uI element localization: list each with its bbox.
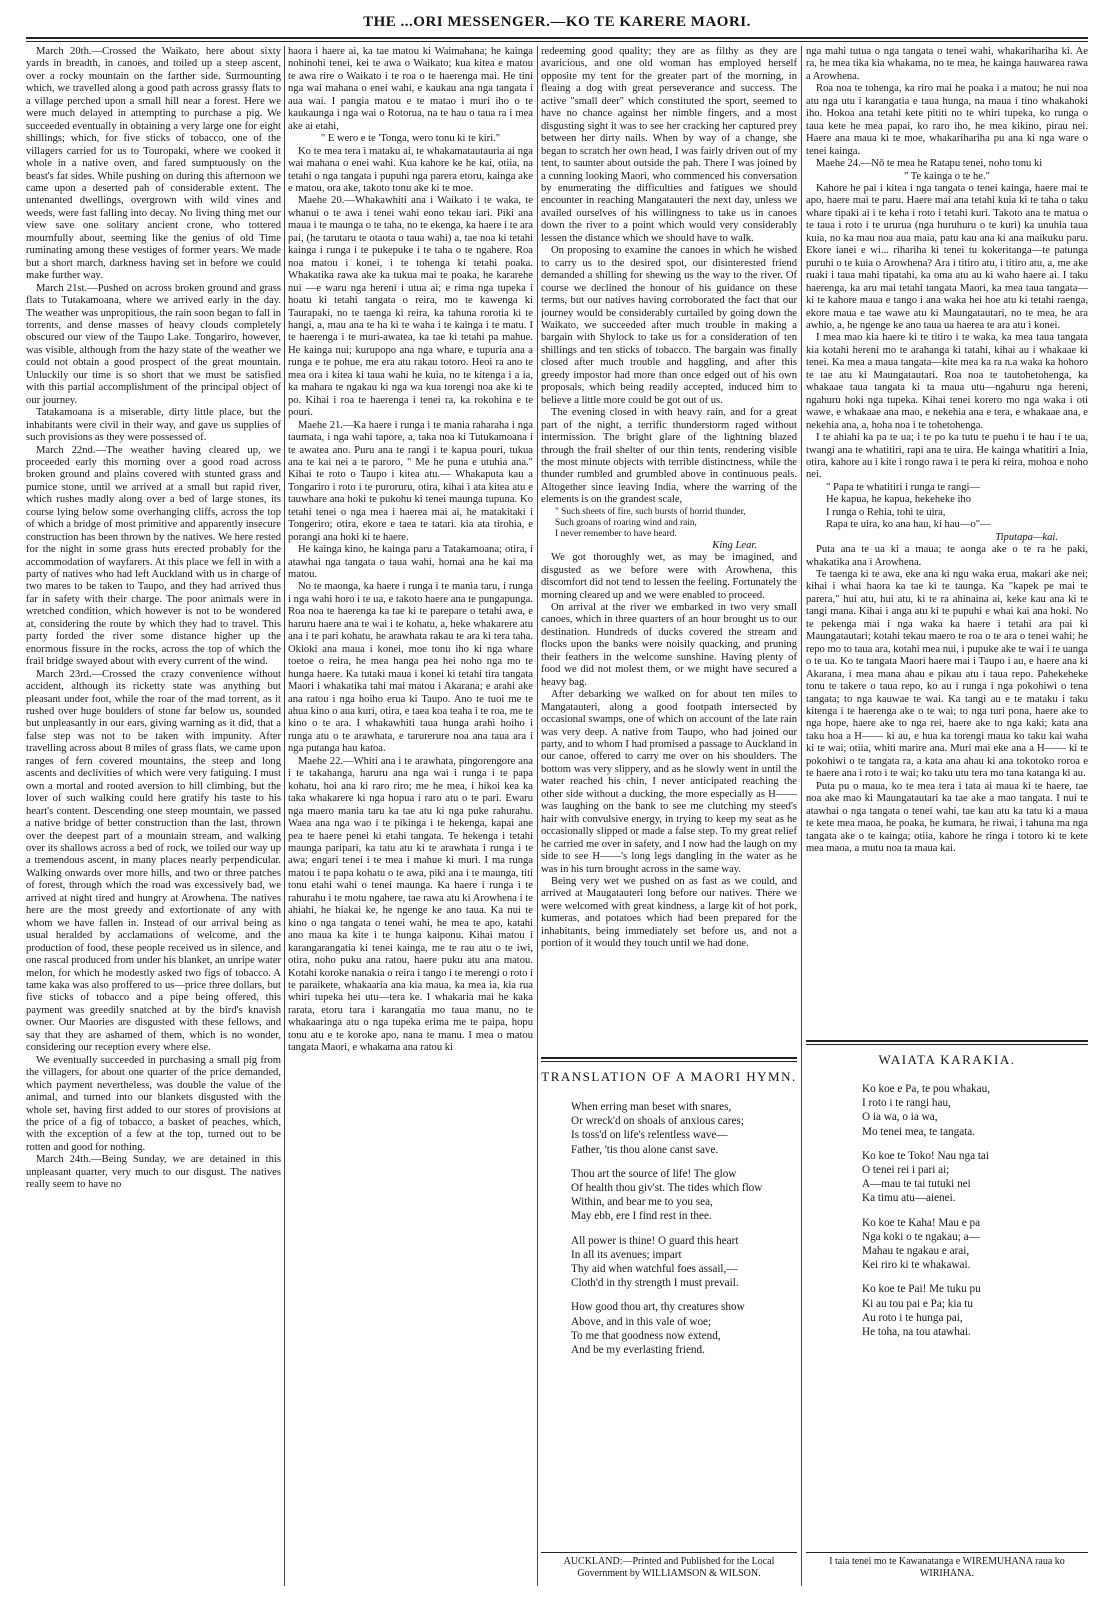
paragraph: He kainga kino, he kainga paru a Tatakamoana; otira, i atawhai nga tangata o taua wahi, homai ana he kai ma matou.: [288, 544, 533, 581]
waiata-rule-top: [806, 1040, 1088, 1042]
column-maori-1: [288, 46, 533, 1586]
paragraph: March 23rd.—Crossed the crazy convenience without accident, although its ricketty state was anything but pleasant under foot, while the roar of the mad torrent, as it rushed over huge boulders of stone far below us, sounded but unpleasantly in our ears, giving warning as it did, that a false step was not to be taken with impunity. After travelling across about 8 miles of grass flats, we came upon ranges of fern covered mountains, the steep and long ascents and declivities of which were very fatiguing. I must own a mortal and rooted aversion to hill climbing, but the lover of such walking could here gratify his taste to his heart's content. Descending one steep mountain, we passed a native bridge of better construction than the last, thrown over the deepest part of a mountain stream, and walking over its shallows across a bed of rock, we toiled our way up a tremendous ascent, in many places nearly perpendicular. Walking onwards over more hills, and two or three patches of forest, through which the road was excessively bad, we arrived at night tired and hungry at Arowhena. The natives here are the most greedy and extortionate of any with whom we have fallen in. Instead of our arrival being as usual heralded by acclamations of welcome, and the production of food, these people received us in silence, and one rascal produced from under his blanket, an unripe water melon, for which he modestly asked two figs of tobacco. A tame kaka was also proffered to us—price three dollars, but five sticks of tobacco and a pipe being offered, this payment was greedily snatched at by the bird's knavish owner. Our Maories are disgusted with these fellows, and say that they are ashamed of them, which is no wonder, considering our reception every where else.: [26, 668, 281, 1054]
hymn-rule-top: [541, 1057, 797, 1059]
hymn-line: Or wreck'd on shoals of anxious cares;: [571, 1115, 744, 1128]
paragraph: I te ahiahi ka pa te ua; i te po ka tutu te puehu i te hau i te ua, twangi ana te whatitiri, rapi ana te uira. He kainga whatitiri a Inia, otira, kahore au i kite i rongo rawa i te pera ki reira, mohoa e noho nei.: [806, 432, 1088, 481]
hymn-line: And be my everlasting friend.: [571, 1344, 705, 1357]
stanza: [862, 1082, 1082, 1139]
hymn-line: Is toss'd on life's relentless wave—: [571, 1129, 728, 1142]
hymn-line: I roto i te rangi hau,: [862, 1097, 951, 1110]
hymn-line: May ebb, ere I find rest in thee.: [571, 1210, 712, 1223]
hymn-line: Ko koe te Kaha! Mau e pa: [862, 1216, 981, 1229]
column-maori-2: [806, 46, 1088, 1051]
column-divider: [284, 46, 285, 1586]
paragraph: Roa noa te tohenga, ka riro mai he poaka i a matou; he nui noa atu nga utu i karangatia e taua hunga, na maua i tino whakahoki iho. Hokoa ana tetahi kete pititi no te whiri tupeka, ko runga o taua kete he mea papai, ko raro iho, he mea kikino, pirau nei. Haere ana maua ki te moe, whakarihariha pu ana ki nga ware o tenei kainga.: [806, 83, 1088, 157]
column-divider: [801, 46, 802, 1586]
stanza: [571, 1100, 791, 1157]
verse-line: Rapa te uira, ko ana hau, ki hau—o"—: [826, 519, 991, 531]
hymn-line: Ka timu atu—aienei.: [862, 1192, 956, 1205]
hymn-line: Within, and bear me to you sea,: [571, 1196, 713, 1209]
paragraph: nga mahi tutua o nga tangata o tenei wahi, whakarihariha ki. Ae ra, he mea tika kia whakama, no te mea, he kainga hauwarea rawa a Arowhena.: [806, 46, 1088, 82]
footer-rule: [806, 1552, 1088, 1553]
quote-line: Such groans of roaring wind and rain,: [555, 517, 697, 528]
paragraph: I mea mao kia haere ki te titiro i te waka, ka mea taua tangata kia kotahi hereni mo te arahanga ki tatahi, kihai au i whakaae ki tenei. Ka mea a maua tangata—kite mea ka ra n.a waka ka hohoro te tae atu ki Maungatautari. Roa noa te tautohetohenga, ka whakaae taua tangata ki ta maua utu—ngahuru nga hereni, ngahuru hoki nga tupeka. Kihai tenei korero mo nga waka i oti wawe, e whakaae ana mao, e nekehia ana e tera, e whakaae ana, e nekehia ana, a, hoha noa i te tohetohenga.: [806, 332, 1088, 431]
quote: " E wero e te 'Tonga, wero tonu ki te kiri.": [320, 133, 501, 145]
paragraph: March 21st.—Pushed on across broken ground and grass flats to Tutakamoana, where we arrived early in the day. The weather was unpropitious, the rain soon began to fall in torrents, and dense masses of heavy clouds completely obscured our view of the Taupo Lake. Tongariro, however, was visible, although from the hazy state of the weather we could not obtain a good prospect of the great mountain. Unluckily our time is so short that we must be satisfied with this partial accomplishment of the principal object of our journey.: [26, 282, 281, 406]
paragraph: Kahore he pai i kitea i nga tangata o tenei kainga, haere mai te apo, haere mai te paru. Haere mai ana tetahi kuia ki te taha o taku whare tipaki ai i te keha i roto i tetahi kuri. Takoto ana te matua o te taua i roto i te ururua (nga huruhuru o te kuri) ka unuhia taua kuia, no ka mau noa aua maia, patu kau ana ki ana maikuku paru. Ekore ianei e wi... rihariha ki tenei tu kokeritanga—te patunga puruhi o te kuia o Arowhena? Ara i titiro atu, i titiro atu, a, me ake ruaki i taua mahi tipatahi, ka oma atu au ki waho haere ai. I taku haerenga, ka aru mai tetahi tangata Maori, ka mea taua tangata—ki te kahore maua e tango i ana waka hei hoe atu ki tetahi raenga, ekore maua e tae wawe atu ki Maungatautari, no te mea, he ara awhio, a, he ngenge ke ano taua ua haerea te ara atu i konei.: [806, 182, 1088, 331]
stanza: [571, 1234, 791, 1291]
hymn-line: Kei riro ki te whakawai.: [862, 1259, 971, 1272]
paragraph: After debarking we walked on for about ten miles to Mangatauteri, along a good footpath intersected by occasional swamps, one of which on account of the late rain was very deep. A native from Taupo, who had joined our party, and to whom I had promised a passage to Auckland in our canoe, offered to carry me over on his shoulders. The bottom was very slippery, and as he slowly went in until the water reached his chin, I never anticipated reaching the other side without a ducking, the more especially as H—— was laughing on the bank to see me clutching my steed's hair with convulsive energy, in trying to keep my seat as he occasionally slipped or made a false step. To my great relief he carried me over in safety, and I now had the laugh on my side to see H——'s long legs dangling in the water as he was in his turn brought across in the same way.: [541, 689, 797, 875]
hymn-line: Ko koe e Pa, te pou whakau,: [862, 1083, 991, 1095]
hymn-line: A—mau te tai tutuki nei: [862, 1178, 971, 1191]
hymn-line: Ko koe te Toko! Nau nga tai: [862, 1149, 990, 1162]
hymn-rule-top-thin: [541, 1061, 797, 1062]
paragraph: March 20th.—Crossed the Waikato, here about sixty yards in breadth, in canoes, and toiled up a steep ascent, over a rocky mountain on the farther side. Surmounting which, we travelled along a good path across grassy flats to a village perched upon a small hill near a forest. Here we were much delayed in attempting to purchase a pig. We succeeded eventually in obtaining a very large one for eight shillings; which, for five sticks of tobacco, one of the villagers carried for us to Touropaki, where we cooked it whole in a native oven, and fared sumptuously on the beast's fat sides. While pushing on during this afternoon we came upon a deserted pah of considerable extent. The untenanted dwellings, overgrown with wild vines and weeds, were fast falling into decay. No living thing met our view save one solitary ancient crone, who tottered mournfully about, seeming like the genius of old Time ruminating among these vestiges of former years. We made but a short march, darkness having set in before we could make further way.: [26, 46, 281, 282]
hymn-line: O tenei rei i pari ai;: [862, 1164, 950, 1177]
quote-line: " Such sheets of fire, such bursts of horrid thunder,: [555, 506, 746, 517]
hymn-line: He toha, na tou atawhai.: [862, 1326, 971, 1339]
hymn-line: Of health thou giv'st. The tides which flow: [571, 1182, 763, 1195]
verse-line: He kapua, he kapua, hekeheke iho: [826, 494, 972, 506]
hymn-line: Mo tenei mea, te tangata.: [862, 1125, 976, 1138]
paragraph: March 22nd.—The weather having cleared up, we proceeded early this morning over a good road across broken ground and plains covered with stunted grass and pumice stone, until we arrived at a small but rapid river, which rushes madly along over a bed of large stones, its course lying below some overhanging cliffs, across the top of which a bridge of most primitive and apparently insecure construction has been thrown by the natives. We here rested for the night in some grass huts erected probably for the accommodation of wayfarers. At this place we fell in with a party of natives who had left Auckland with us in charge of two mares to be taken to Taupo, and they had arrived thus far in safety with their charge. The poor animals were in wretched condition, which however is not to be wondered at, considering the route by which they had to travel. This party forded the river some distance higher up the enormous fissure in the rocks, across the top of which the frail bridge swayed about with every current of the wind.: [26, 444, 281, 668]
paragraph: Maehe 24.—Nǒ te mea he Ratapu tenei, noho tonu ki: [816, 158, 1043, 170]
hymn-line: Nga koki o te ngakau; a—: [862, 1230, 980, 1243]
paragraph: Tatakamoana is a miserable, dirty little place, but the inhabitants were civil in their way, and gave us supplies of such provisions as they were possessed of.: [26, 407, 281, 444]
hymn-line: Ko koe te Pai! Me tuku pu: [862, 1283, 981, 1296]
hymn-title: TRANSLATION OF A MAORI HYMN.: [541, 1069, 797, 1084]
hymn-line: Ki au tou pai e Pa; kia tu: [862, 1297, 973, 1310]
quote: " Te kainga o te he.": [904, 170, 990, 182]
waiata-rule-top-thin: [806, 1044, 1088, 1045]
paragraph: The evening closed in with heavy rain, and for a great part of the night, a terrific thunderstorm raged without intermission. The bright glare of the lightning blazed through the frail shelter of our thin tents, rendering visible the most minute objects with terrible distinctness, while the thunder rumbled and grumbled above in continuous peals. Altogether since leaving India, where the warring of the elements is on the grandest scale,: [541, 407, 797, 506]
hymn-line: Mahau te ngakau e arai,: [862, 1245, 970, 1258]
masthead-rule-thin: [26, 41, 1088, 42]
column-english-1: [26, 46, 281, 1586]
paragraph: Puta pu o maua, ko te mea tera i tata ai maua ki te haere, tae noa ake mao ki Maungatautari ka tae ake a mao tangata. I nui te atawhai o nga tangata o tenei wahi, tae kau atu ka tatu ki a maua te kete mea maoa, he poaka, he kumara, he riwai, i tahuna ma nga tangata ake o te kainga; otiia, kahore he ringa i totoro ki te kete mea maoa, a mutu noa ta maua kai.: [806, 780, 1088, 854]
stanza: [862, 1282, 1082, 1339]
column-english-2: [541, 46, 797, 1051]
stanza: [571, 1167, 791, 1224]
hymn-line: Above, and in this vale of woe;: [571, 1315, 712, 1328]
verse-line: I runga o Rehia, tohi te uira,: [826, 506, 946, 518]
hymn-line: Cloth'd in thy strength I must prevail.: [571, 1277, 739, 1290]
paragraph: Ko te mea tera i mataku ai, te whakamatautauria ai nga wai mahana o enei wahi. Kua kahore ke he kai, otiia, na tetahi o nga tangata i pupuhi nga parera etoru, kainga ake e matou, ora ake, takoto tonu ake ki te moe.: [288, 145, 533, 194]
column-divider: [537, 46, 538, 1586]
paragraph: Maehe 20.—Whakawhiti ana i Waikato i te waka, te whanui o te awa i tenei wahi eono tekau iari. Piki ana maua i te maunga o te taha, no te ekenga, ka haere i te ara pai, (he tarutaru te otaota o taua wahi) a, tae noa ki tetahi kainga i runga i te pukepuke i te taha o te ngahere. Roa noa matou i konei, i te tohenga ki tetahi poaka. Whakatika rawa ake ka tukua mai te poaka, he kararehe nui —e waru nga hereni i utua ai; e rima nga tupeka i hoatu ki tetahi tangata o reira, mo te kawenga ki Taurapaki, no te taenga ki reira, ka tahuna rorotia ki te hangi, a, mau ana te ha ki te waha i te kainga i te matu. I te haerenga i te muri-awatea, ka tae ki tetahi pa mahue. He kainga nui; kurupopo ana nga whare, e tupuria ana a runga e te pohue, me era atu rakau totoro. Heoi ra ano te mea ora i kitea ki taua wahi he kuia, no te kitenga i a ia, ka mahara te ngakau ki nga wa kua torengi noa ake ki te po. Kihai i roa te haerenga i tenei ra, ka rokohina e te pouri.: [288, 195, 533, 419]
stanza: [571, 1300, 791, 1357]
hymn-line: How good thou art, thy creatures show: [571, 1301, 745, 1314]
paragraph: haora i haere ai, ka tae matou ki Waimahana; he kainga nohinohi tenei, kei te awa o Waikato; kua kitea e matou te awa rire o Waikato i te roa o te haerenga mai. He tini nga wai mahana o enei wahi, e kaukau ana nga tangata i aua wai. I pangia matou e te matao i muri iho o te kaukaunga i nga wai o Rotorua, na te hau o taua ra i mea ake ai etahi,: [288, 46, 533, 132]
paragraph: Being very wet we pushed on as fast as we could, and arrived at Maugatauteri long before our natives. There we were welcomed with great kindness, a large kit of hot pork, kumeras, and potatoes which had been prepared for the inhabitants, being immediately set before us, and not a portion of it would they touch until we had done.: [541, 876, 797, 950]
verse-attribution: Tiputapa—kai.: [995, 531, 1058, 543]
imprint-maori: I taia tenei mo te Kawanatanga e WIREMUHANA raua ko WIRIHANA.: [829, 1556, 1065, 1579]
paragraph: No te maonga, ka haere i runga i te mania taru, i runga i nga wahi horo i te ua, e takoto haere ana te pungapunga. Roa noa te haerenga ka tae ki te parepare o tetahi awa, e haruru haere ana te wai i te kohatu, a, heke whakarere atu ana i te pari kohatu, he arawhata rakau te ara ki tera taha. Okioki ana maua i konei, moe tonu iho ki nga whare toetoe o reira, he mea hanga pea hei noho nga mo te hunga haere. Ka tutaki maua i konei ki tetahi tira tangata Maori i whakatika tahi mai matou i Akarana; e arahi ake ana ratou i nga hoiho erua ki Taupo. Ano te tuoi me te ahua kino o aua kuri, otira, e taea koa teaha i te roa, me te kino o te ara. I whakawhiti taua hunga arahi hoiho i runga atu o te arawhata, e tarurerure noa ana taua ara i nga putanga hau katoa.: [288, 581, 533, 755]
paragraph: March 24th.—Being Sunday, we are detained in this unpleasant quarter, very much to our disgust. The natives really seem to have no: [26, 1154, 281, 1191]
stanza: [862, 1216, 1082, 1273]
paragraph: Puta ana te ua ki a maua; te aonga ake o te ra he paki, whakatika ana i Arowhena.: [806, 544, 1088, 568]
hymn-line: All power is thine! O guard this heart: [571, 1234, 739, 1247]
paragraph: Maehe 21.—Ka haere i runga i te mania raharaha i nga taumata, i nga wahi tapore, a, taka noa ki Tutukamoana i te awatea ano. Puru ana te rangi i te kapua pouri, tukua ana te kai nei a te paroro, " Me he puna e utuhia ana." Kihai te roto o Taupo i kitea atu.— Whakaputa kau a Tongariro i roto i te puroruru, otira, kihai i ata kitea atu e tauwhare ana hoki te pukohu ki tenei maunga tupuna. Ko tetahi tenei o nga mea i haerea mai ai, he matakitaki i Tongeriro; otira, ekore e taea te tatari. kia ata tirohia, e porangi ana hoki ki te haere.: [288, 419, 533, 543]
paragraph: On arrival at the river we embarked in two very small canoes, which in three quarters of an hour brought us to our destination. Hundreds of ducks covered the stream and flocks upon the banks were noisily quacking, and pruning their feathers in the welcome sunshine. Having plenty of food we did not molest them, or we might have secured a heavy bag.: [541, 602, 797, 688]
hymn-line: To me that goodness now extend,: [571, 1329, 721, 1342]
paragraph: Maehe 22.—Whiti ana i te arawhata, pingorengore ana i te takahanga, haruru ana nga wai i runga i te papa kohatu, hoi ana ki raro riro; me he mea, i hikoi kea ka taka whakarere ki nga hopua i raro atu o te pari. Ewaru nga maero mania taru ka tae atu ki nga puke rahurahu. Waea ana nga wao i te pikinga i te hekenga, kapai ane pea te haere penei ki etahi tangata. Te hekenga i tetahi maunga paripari, ka tatu atu ki te arawhata i runga i te awa; engari tenei i te mea i mahue ki muri. I ma runga matou i te papa kohatu o te awa, piki ana i te maunga, titi tonu etahi wahi o tenei maunga. Ka haere i runga i te rahurahu i te motu ngahere, tae rawa atu ki Arowhena i te ahiahi, he hiakai ke, he ngenge ke ano taua. Ka nui te kino o nga tangata o tenei wahi, he mea te apo, katahi ano maua ka kite i te hunga kaiponu. Kihai matou i karangarangatia ki tenei kainga, me te rau atu o te iwi, otira, noho puku ana ratou, haere puku atu ana matou. Kotahi koroke nanakia o reira i tango i te merengi o roto i te paraikete, whakaaria ana kia maua, ka mea ia, kia rua whiri tupeka hei utu—tera ke. I whakaria mai he kaka rarata, etoru tara i karangatia mo taua manu, no te whakaaringa atu o nga tupeka erima me te paipa, hopu tonu atu e te koroke apo, nana te manu. I mea o matou tangata Maori, e whakama ana ratou ki: [288, 755, 533, 1054]
stanza: [862, 1149, 1082, 1206]
quote-attribution: King Lear.: [712, 539, 757, 551]
imprint-english: AUCKLAND:—Printed and Published for the Local Government by WILLIAMSON & WILSON.: [563, 1556, 775, 1579]
hymn-english: [571, 1100, 791, 1367]
paragraph: On proposing to examine the canoes in which he wished to carry us to the desired spot, our disinterested friend demanded a shilling for shewing us the way to the river. Of course we declined the honour of his guidance on these terms, but our natives having corroborated the fact that our journey would be considerably curtailed by going down the Waikato, we succeeded after much trouble in making a bargain with Shylock to take us for a consideration of ten shillings and ten sticks of tobacco. The bargain was finally closed after much trouble and haggling, and after this greedy impostor had more than once edged out of his own proposals, which being readily accepted, induced him to believe a little more could be got out of us.: [541, 245, 797, 406]
paragraph: We eventually succeeded in purchasing a small pig from the villagers, for about one quarter of the price demanded, which payment nevertheless, was double the value of the animal, and turned into our blankets disgusted with the whole set, having first added to our stores of provisions at the price of a fig of tobacco, a basket of peaches, which, with the exception of a few at the top, turned out to be rotten and good for nothing.: [26, 1054, 281, 1153]
masthead-rule-thick: [26, 37, 1088, 39]
quote-line: I never remember to have heard.: [555, 528, 677, 539]
verse-line: " Papa te whatitiri i runga te rangi—: [826, 481, 981, 493]
masthead: THE ...ORI MESSENGER.—KO TE KARERE MAORI.: [363, 14, 751, 30]
hymn-line: O ia wa, o ia wa,: [862, 1111, 938, 1124]
waiata-title: WAIATA KARAKIA.: [878, 1052, 1016, 1067]
paragraph: We got thoroughly wet, as may be imagined, and disgusted as we before were with Arowhena, this discomfort did not tend to lessen the feeling. Fortunately the morning cleared up and we were enabled to proceed.: [541, 552, 797, 601]
hymn-maori: [862, 1082, 1082, 1349]
footer-rule: [541, 1552, 797, 1553]
hymn-line: Thy aid when watchful foes assail,—: [571, 1263, 738, 1276]
hymn-line: Au roto i te hunga pai,: [862, 1311, 963, 1324]
hymn-line: Father, 'tis thou alone canst save.: [571, 1143, 719, 1156]
hymn-line: Thou art the source of life! The glow: [571, 1167, 737, 1180]
paragraph: Te taenga ki te awa, eke ana ki ngu waka erua, makari ake nei; kihai i whai haora ka tae ki te taunga. Ka "kapek pe mai te parera," hui atu, hui atu, ki te ra ahinaina ai, keke kau ana ki te tangi mana. Kihai i anga atu ki te pupuhi e whai kai ana hoki. No te pekenga mai i nga waka ka haere i tetahi ara pai ki Maungatautari; kotahi tekau maero te roa o te ara o tenei wahi; he repo mo to taua ara, kotahi mea nui, i pupuke ake te wai i te uanga o te ua. Ko te tangata Maori haere mai i Taupo i au, e haere ana ki Akarana, i mea mana ahau e pikau atu i taua repo. Pahekeheke tonu te takere o taua repo, ko au i runga i nga pokohiwi o tena tangata; to nga kauwae te wai. Ka tangi au e te mataku i taku kitenga i te haerenga ake o te wai; to nga turi pona, haere ake to nga hope, haere ake to nga rei, haere ake to nga kaki; kata ana taku hoa a H—— ki au, e hua ka torengi maua ko taku kai waha ki te wai; otiia, whiti marire ana. Muri mai eke ana a H—— ki te pokohiwi o te tangata ra, a kata ana ahau ki ana tokotoko roroa e te haere ana i roto i te wai; ko taku utu tera mo tana katanga ki au.: [806, 569, 1088, 780]
hymn-line: In all its avenues; impart: [571, 1248, 682, 1261]
paragraph: redeeming good quality; they are as filthy as they are avaricious, and one old woman has employed herself opposite my tent for the greater part of the morning, in fleaing a dog with great perseverance and success. The active "small deer" which constituted the sport, seemed to have no chance against her nimble fingers, and a most disgusting sight it was to see her cracking her captured prey between her dirty nails. When by way of a change, she began to scratch her own head, I was fairly driven out of my tent, to saunter about outside the pah. There I was joined by a cunning looking Maori, who commenced his conversation by enumerating the difficulties and fatigues we should encounter in reaching Mangatauteri the next day, unless we availed ourselves of his willingness to take us in canoes down the river to a point which would very considerably lessen the distance which we should have to walk.: [541, 46, 797, 244]
hymn-line: When erring man beset with snares,: [571, 1101, 732, 1113]
